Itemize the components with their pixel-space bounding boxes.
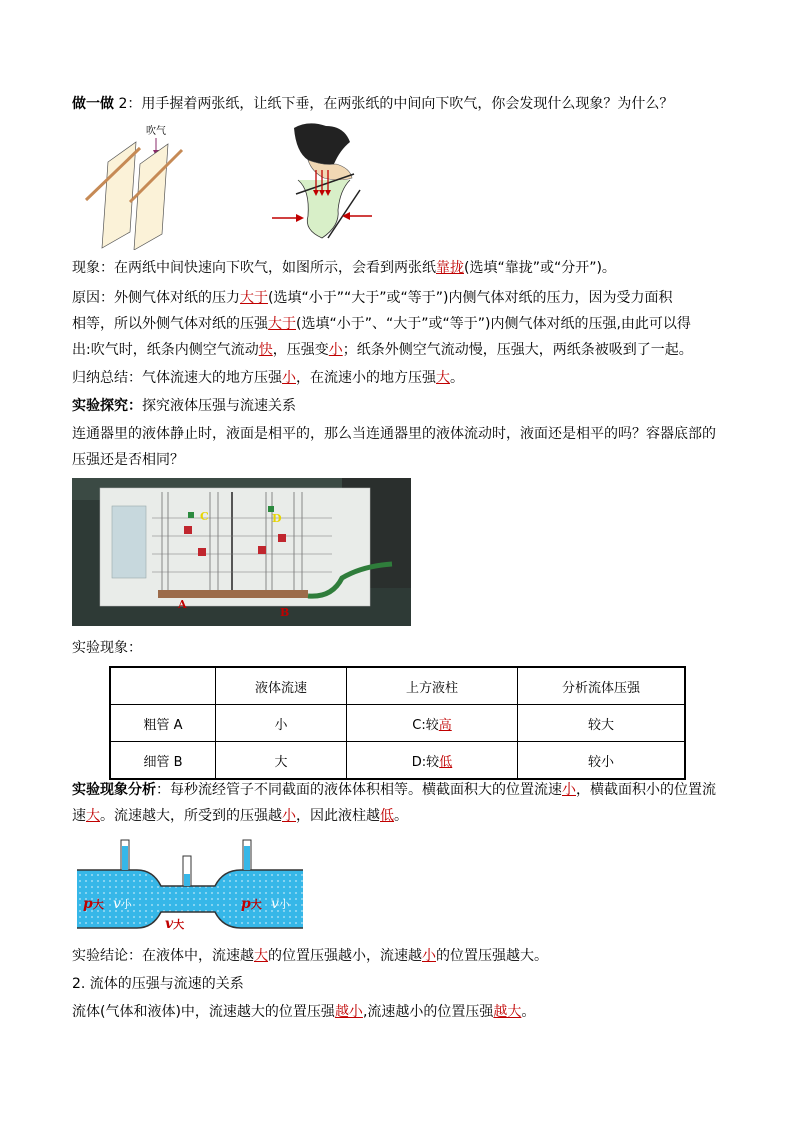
final-answer: 越大 xyxy=(493,1004,522,1020)
reason-answer: 大于 xyxy=(240,290,268,306)
reason-answer: 快 xyxy=(258,342,273,358)
explore-label: 实验探究： xyxy=(72,398,142,414)
phenomenon-line xyxy=(72,258,732,278)
conclusion-text: 的位置压强越大。 xyxy=(436,948,548,964)
reason-text: (选填“小于”“大于”或“等于”)内侧气体对纸的压力，因为受力面积 xyxy=(268,290,673,306)
conclusion-answer: 小 xyxy=(422,948,436,964)
label-d: D xyxy=(272,512,282,525)
reason-text: 相等，所以外侧气体对纸的压强 xyxy=(72,316,268,332)
left-p: p xyxy=(83,896,93,912)
reason-text: 原因：外侧气体对纸的压力 xyxy=(72,290,240,306)
final-line xyxy=(72,1002,732,1022)
table-row xyxy=(110,705,685,742)
svg-text:p小 xyxy=(195,916,216,932)
analysis-answer: 小 xyxy=(562,782,576,798)
row-speed: 大 xyxy=(216,742,347,780)
mid-p: p xyxy=(195,916,204,932)
table-header-row xyxy=(110,667,685,705)
analysis-answer: 低 xyxy=(380,808,394,824)
row-pressure: 较大 xyxy=(518,705,686,742)
column-answer: 低 xyxy=(439,754,453,770)
analysis-text: ：每秒流经管子不同截面的液体体积相等。横截面积大的位置流速 xyxy=(156,782,562,798)
summary-line xyxy=(72,368,732,388)
question-label: 做一做 xyxy=(72,96,114,112)
reason-answer: 小 xyxy=(328,342,343,358)
left-v-sub: 小 xyxy=(120,898,132,911)
mid-v: v xyxy=(165,916,174,932)
right-v-sub: 小 xyxy=(278,898,290,911)
column-prefix: C:较 xyxy=(412,717,439,733)
row-name: 细管 B xyxy=(110,742,216,780)
header-cell: 液体流速 xyxy=(216,667,347,705)
question-text: 2：用手握着两张纸，让纸下垂，在两张纸的中间向下吹气，你会发现什么现象？为什么？ xyxy=(114,96,674,112)
conclusion-line xyxy=(72,946,732,966)
column-prefix: D:较 xyxy=(411,754,440,770)
apparatus-photo xyxy=(72,478,411,626)
row-pressure: 较小 xyxy=(518,742,686,780)
final-text: 流体(气体和液体)中，流速越大的位置压强 xyxy=(72,1004,335,1020)
svg-text:v小 xyxy=(113,896,133,912)
reason-text: ；纸条外侧空气流动慢，压强大，两纸条被吸到了一起。 xyxy=(342,342,693,358)
row-column xyxy=(347,742,518,780)
analysis-answer: 大 xyxy=(86,808,100,824)
reason-text: (选填“小于”、“大于”或“等于”)内侧气体对纸的压强,由此可以得 xyxy=(296,316,691,332)
header-cell: 上方液柱 xyxy=(347,667,518,705)
two-papers-figure xyxy=(78,120,190,250)
pipe-flow-figure xyxy=(77,836,303,934)
label-a: A xyxy=(178,598,187,611)
blow-label: 吹气 xyxy=(146,126,166,137)
exp-phenomenon-label: 实验现象： xyxy=(72,640,142,656)
right-v: v xyxy=(271,896,279,912)
reason-line-3 xyxy=(72,340,732,360)
reason-text: 出:吹气时，纸条内侧空气流动 xyxy=(72,342,259,358)
header-cell: 分析流体压强 xyxy=(518,667,686,705)
row-name: 粗管 A xyxy=(110,705,216,742)
analysis-line-2 xyxy=(72,806,732,826)
table-row xyxy=(110,742,685,780)
label-b: B xyxy=(280,606,290,619)
question-2 xyxy=(72,94,732,114)
header-cell xyxy=(110,667,216,705)
right-p: p xyxy=(241,896,251,912)
right-p-sub: 大 xyxy=(250,898,262,911)
reason-line-1 xyxy=(72,288,732,308)
label-c: C xyxy=(200,510,209,523)
analysis-label: 实验现象分析 xyxy=(72,782,156,798)
conclusion-text: 实验结论：在液体中，流速越 xyxy=(72,948,254,964)
analysis-text: 速 xyxy=(72,808,86,824)
explore-title: 探究液体压强与流速关系 xyxy=(142,398,296,414)
analysis-text: 。流速越大，所受到的压强越 xyxy=(100,808,282,824)
phenomenon-options: (选填“靠拢”或“分开”)。 xyxy=(464,260,616,276)
row-column xyxy=(347,705,518,742)
phenomenon-text: 现象：在两纸中间快速向下吹气，如图所示，会看到两张纸 xyxy=(72,260,436,276)
blowing-person-figure xyxy=(268,120,376,252)
svg-text:v大 xyxy=(165,916,184,932)
reason-line-2 xyxy=(72,314,732,334)
analysis-text: 。 xyxy=(394,808,408,824)
left-v: v xyxy=(113,896,121,912)
conclusion-answer: 大 xyxy=(254,948,268,964)
reason-text: ，压强变 xyxy=(272,342,329,358)
mid-p-sub: 小 xyxy=(203,918,215,931)
final-answer: 越小 xyxy=(334,1004,363,1020)
analysis-text: ，因此液柱越 xyxy=(296,808,380,824)
section-2-title: 2. 流体的压强与流速的关系 xyxy=(72,976,244,992)
analysis-answer: 小 xyxy=(282,808,296,824)
summary-answer: 小 xyxy=(282,370,296,386)
summary-text: 归纳总结：气体流速大的地方压强 xyxy=(72,370,282,386)
svg-text:p大 xyxy=(241,896,262,912)
analysis-line-1 xyxy=(72,780,732,800)
conclusion-text: 的位置压强越小，流速越 xyxy=(268,948,422,964)
analysis-text: ，横截面积小的位置流 xyxy=(576,782,716,798)
summary-text: 。 xyxy=(450,370,464,386)
result-table xyxy=(109,666,686,780)
row-speed: 小 xyxy=(216,705,347,742)
column-answer: 高 xyxy=(438,717,452,733)
final-text: 。 xyxy=(521,1004,536,1020)
left-p-sub: 大 xyxy=(92,898,104,911)
mid-v-sub: 大 xyxy=(173,918,185,931)
explore-question-1: 连通器里的液体静止时，液面是相平的，那么当连通器里的液体流动时，液面还是相平的吗？容器底部的 xyxy=(72,426,716,442)
svg-text:p大 xyxy=(83,896,104,912)
final-text: ,流速越小的位置压强 xyxy=(362,1004,494,1020)
summary-answer: 大 xyxy=(436,370,450,386)
summary-text: ，在流速小的地方压强 xyxy=(296,370,436,386)
explore-question-2: 压强还是否相同？ xyxy=(72,452,184,468)
phenomenon-answer: 靠拢 xyxy=(436,260,464,276)
reason-answer: 大于 xyxy=(268,316,296,332)
svg-text:v小 xyxy=(271,896,291,912)
explore-heading xyxy=(72,396,732,416)
